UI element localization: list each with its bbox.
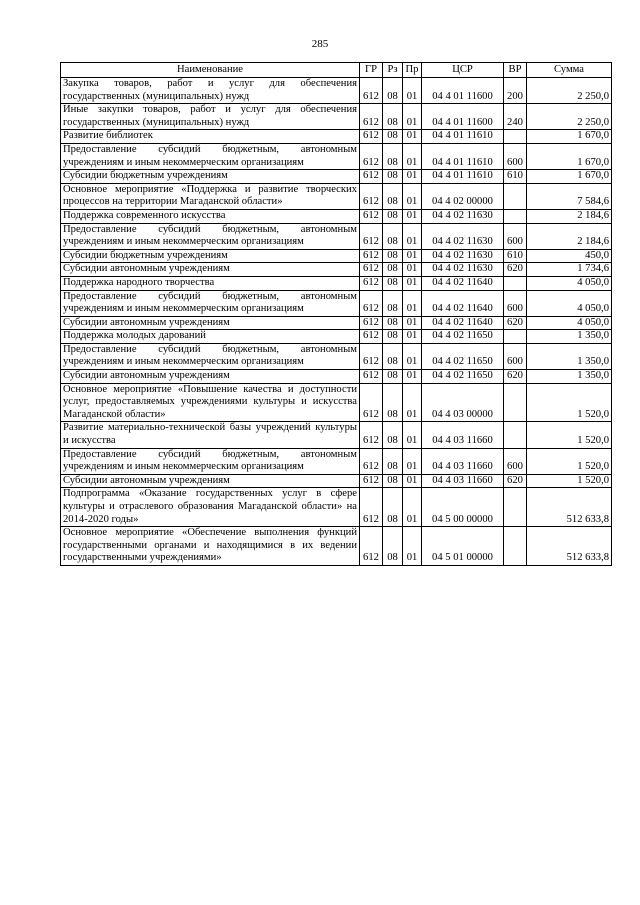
table-row [61, 330, 612, 344]
cell-pr: 01 [403, 209, 422, 223]
cell-pr: 01 [403, 474, 422, 488]
cell-vr [504, 527, 527, 566]
cell-name: Иные закупки товаров, работ и услуг для обеспечения государственных (муниципальных) нужд [61, 104, 360, 130]
cell-csr: 04 4 03 11660 [422, 422, 504, 448]
table-row [61, 422, 612, 448]
table-row [61, 183, 612, 209]
cell-name: Субсидии автономным учреждениям [61, 474, 360, 488]
page-number: 285 [311, 38, 329, 50]
cell-pr: 01 [403, 422, 422, 448]
cell-pr: 01 [403, 316, 422, 330]
cell-rz: 08 [383, 78, 403, 104]
cell-pr: 01 [403, 78, 422, 104]
table-row [61, 263, 612, 277]
cell-sum: 1 520,0 [527, 422, 612, 448]
table-header-row [61, 63, 612, 78]
cell-vr: 240 [504, 104, 527, 130]
cell-csr: 04 4 01 11600 [422, 78, 504, 104]
cell-vr: 610 [504, 249, 527, 263]
cell-name: Предоставление субсидий бюджетным, автономным учреждениям и иным некоммерческим организациям [61, 343, 360, 369]
cell-gr: 612 [360, 78, 383, 104]
cell-sum: 1 670,0 [527, 130, 612, 144]
cell-csr: 04 4 02 11640 [422, 290, 504, 316]
cell-name: Предоставление субсидий бюджетным, автономным учреждениям и иным некоммерческим организациям [61, 290, 360, 316]
cell-gr: 612 [360, 276, 383, 290]
cell-pr: 01 [403, 223, 422, 249]
cell-name: Предоставление субсидий бюджетным, автономным учреждениям и иным некоммерческим организациям [61, 448, 360, 474]
cell-vr [504, 209, 527, 223]
table-row [61, 383, 612, 422]
cell-csr: 04 4 02 11640 [422, 316, 504, 330]
cell-pr: 01 [403, 488, 422, 527]
cell-vr: 610 [504, 170, 527, 184]
cell-sum: 512 633,8 [527, 488, 612, 527]
cell-sum: 2 250,0 [527, 104, 612, 130]
table-row [61, 343, 612, 369]
cell-name: Субсидии бюджетным учреждениям [61, 249, 360, 263]
cell-sum: 512 633,8 [527, 527, 612, 566]
cell-vr: 600 [504, 343, 527, 369]
cell-vr: 600 [504, 143, 527, 169]
cell-gr: 612 [360, 143, 383, 169]
cell-name: Закупка товаров, работ и услуг для обеспечения государственных (муниципальных) нужд [61, 78, 360, 104]
cell-pr: 01 [403, 527, 422, 566]
cell-rz: 08 [383, 474, 403, 488]
cell-pr: 01 [403, 276, 422, 290]
cell-rz: 08 [383, 209, 403, 223]
cell-rz: 08 [383, 263, 403, 277]
header-gr: ГР [360, 63, 383, 78]
cell-gr: 612 [360, 422, 383, 448]
cell-csr: 04 4 02 11630 [422, 223, 504, 249]
cell-gr: 612 [360, 170, 383, 184]
cell-pr: 01 [403, 330, 422, 344]
cell-vr: 620 [504, 263, 527, 277]
cell-pr: 01 [403, 130, 422, 144]
table-row [61, 370, 612, 384]
cell-pr: 01 [403, 263, 422, 277]
cell-vr: 620 [504, 370, 527, 384]
cell-vr [504, 488, 527, 527]
cell-csr: 04 4 03 11660 [422, 448, 504, 474]
cell-sum: 1 670,0 [527, 143, 612, 169]
cell-vr: 600 [504, 290, 527, 316]
table-row [61, 223, 612, 249]
table-row [61, 143, 612, 169]
cell-rz: 08 [383, 276, 403, 290]
cell-gr: 612 [360, 209, 383, 223]
cell-rz: 08 [383, 170, 403, 184]
table-row [61, 104, 612, 130]
cell-rz: 08 [383, 383, 403, 422]
cell-rz: 08 [383, 143, 403, 169]
cell-sum: 2 184,6 [527, 209, 612, 223]
cell-vr: 600 [504, 223, 527, 249]
cell-rz: 08 [383, 183, 403, 209]
cell-sum: 2 250,0 [527, 78, 612, 104]
cell-sum: 1 670,0 [527, 170, 612, 184]
cell-rz: 08 [383, 448, 403, 474]
cell-rz: 08 [383, 488, 403, 527]
cell-name: Поддержка народного творчества [61, 276, 360, 290]
cell-sum: 1 350,0 [527, 330, 612, 344]
cell-gr: 612 [360, 249, 383, 263]
cell-vr: 620 [504, 316, 527, 330]
cell-vr [504, 183, 527, 209]
cell-pr: 01 [403, 183, 422, 209]
cell-rz: 08 [383, 223, 403, 249]
cell-csr: 04 4 01 11610 [422, 130, 504, 144]
cell-vr [504, 383, 527, 422]
table-row [61, 249, 612, 263]
cell-csr: 04 5 01 00000 [422, 527, 504, 566]
cell-vr [504, 330, 527, 344]
cell-pr: 01 [403, 383, 422, 422]
cell-vr: 620 [504, 474, 527, 488]
cell-gr: 612 [360, 370, 383, 384]
cell-pr: 01 [403, 104, 422, 130]
cell-csr: 04 4 02 11640 [422, 276, 504, 290]
cell-sum: 1 520,0 [527, 474, 612, 488]
header-vr: ВР [504, 63, 527, 78]
cell-sum: 1 734,6 [527, 263, 612, 277]
cell-sum: 1 520,0 [527, 383, 612, 422]
cell-name: Основное мероприятие «Обеспечение выполнения функций государственными органами и находящимися в их ведении государственными учреждениями» [61, 527, 360, 566]
cell-gr: 612 [360, 448, 383, 474]
cell-vr [504, 422, 527, 448]
cell-gr: 612 [360, 290, 383, 316]
budget-table [60, 62, 612, 566]
cell-sum: 1 350,0 [527, 343, 612, 369]
cell-name: Поддержка молодых дарований [61, 330, 360, 344]
table-row [61, 130, 612, 144]
cell-rz: 08 [383, 330, 403, 344]
cell-csr: 04 4 01 11610 [422, 143, 504, 169]
cell-sum: 1 350,0 [527, 370, 612, 384]
cell-gr: 612 [360, 527, 383, 566]
cell-rz: 08 [383, 343, 403, 369]
header-rz: Рз [383, 63, 403, 78]
cell-rz: 08 [383, 130, 403, 144]
cell-name: Субсидии автономным учреждениям [61, 263, 360, 277]
cell-rz: 08 [383, 422, 403, 448]
cell-csr: 04 4 03 00000 [422, 383, 504, 422]
cell-rz: 08 [383, 316, 403, 330]
cell-csr: 04 5 00 00000 [422, 488, 504, 527]
cell-pr: 01 [403, 143, 422, 169]
table-row [61, 448, 612, 474]
cell-sum: 1 520,0 [527, 448, 612, 474]
header-sum: Сумма [527, 63, 612, 78]
cell-gr: 612 [360, 104, 383, 130]
cell-gr: 612 [360, 330, 383, 344]
cell-csr: 04 4 02 11630 [422, 249, 504, 263]
cell-name: Предоставление субсидий бюджетным, автономным учреждениям и иным некоммерческим организациям [61, 223, 360, 249]
cell-gr: 612 [360, 183, 383, 209]
cell-rz: 08 [383, 104, 403, 130]
cell-gr: 612 [360, 223, 383, 249]
cell-csr: 04 4 03 11660 [422, 474, 504, 488]
cell-csr: 04 4 02 00000 [422, 183, 504, 209]
cell-gr: 612 [360, 263, 383, 277]
cell-csr: 04 4 01 11610 [422, 170, 504, 184]
cell-name: Субсидии бюджетным учреждениям [61, 170, 360, 184]
table-row [61, 276, 612, 290]
table-body [61, 78, 612, 566]
cell-csr: 04 4 02 11630 [422, 263, 504, 277]
cell-rz: 08 [383, 290, 403, 316]
cell-rz: 08 [383, 249, 403, 263]
cell-name: Поддержка современного искусства [61, 209, 360, 223]
cell-sum: 2 184,6 [527, 223, 612, 249]
cell-pr: 01 [403, 343, 422, 369]
cell-vr [504, 276, 527, 290]
cell-rz: 08 [383, 527, 403, 566]
table-row [61, 527, 612, 566]
cell-name: Подпрограмма «Оказание государственных услуг в сфере культуры и отраслевого образования Магаданской области» на 2014-2020 годы» [61, 488, 360, 527]
cell-vr: 600 [504, 448, 527, 474]
cell-pr: 01 [403, 249, 422, 263]
header-csr: ЦСР [422, 63, 504, 78]
cell-sum: 4 050,0 [527, 316, 612, 330]
table-row [61, 290, 612, 316]
cell-gr: 612 [360, 488, 383, 527]
cell-name: Основное мероприятие «Поддержка и развитие творческих процессов на территории Магаданской области» [61, 183, 360, 209]
cell-name: Субсидии автономным учреждениям [61, 316, 360, 330]
table-row [61, 209, 612, 223]
cell-sum: 4 050,0 [527, 276, 612, 290]
cell-gr: 612 [360, 474, 383, 488]
table-row [61, 78, 612, 104]
header-name: Наименование [61, 63, 360, 78]
cell-csr: 04 4 02 11650 [422, 370, 504, 384]
table-row [61, 488, 612, 527]
table-row [61, 170, 612, 184]
cell-sum: 7 584,6 [527, 183, 612, 209]
cell-name: Предоставление субсидий бюджетным, автономным учреждениям и иным некоммерческим организациям [61, 143, 360, 169]
cell-csr: 04 4 01 11600 [422, 104, 504, 130]
cell-csr: 04 4 02 11650 [422, 343, 504, 369]
cell-name: Субсидии автономным учреждениям [61, 370, 360, 384]
cell-gr: 612 [360, 343, 383, 369]
cell-vr [504, 130, 527, 144]
cell-csr: 04 4 02 11650 [422, 330, 504, 344]
cell-pr: 01 [403, 290, 422, 316]
table-row [61, 474, 612, 488]
cell-gr: 612 [360, 383, 383, 422]
cell-sum: 450,0 [527, 249, 612, 263]
cell-rz: 08 [383, 370, 403, 384]
header-pr: Пр [403, 63, 422, 78]
table-row [61, 316, 612, 330]
cell-name: Основное мероприятие «Повышение качества и доступности услуг, предоставляемых учреждениями культуры и искусства Магаданской области» [61, 383, 360, 422]
cell-vr: 200 [504, 78, 527, 104]
cell-gr: 612 [360, 316, 383, 330]
cell-name: Развитие библиотек [61, 130, 360, 144]
cell-pr: 01 [403, 170, 422, 184]
cell-pr: 01 [403, 448, 422, 474]
cell-name: Развитие материально-технической базы учреждений культуры и искусства [61, 422, 360, 448]
cell-gr: 612 [360, 130, 383, 144]
cell-sum: 4 050,0 [527, 290, 612, 316]
cell-pr: 01 [403, 370, 422, 384]
cell-csr: 04 4 02 11630 [422, 209, 504, 223]
